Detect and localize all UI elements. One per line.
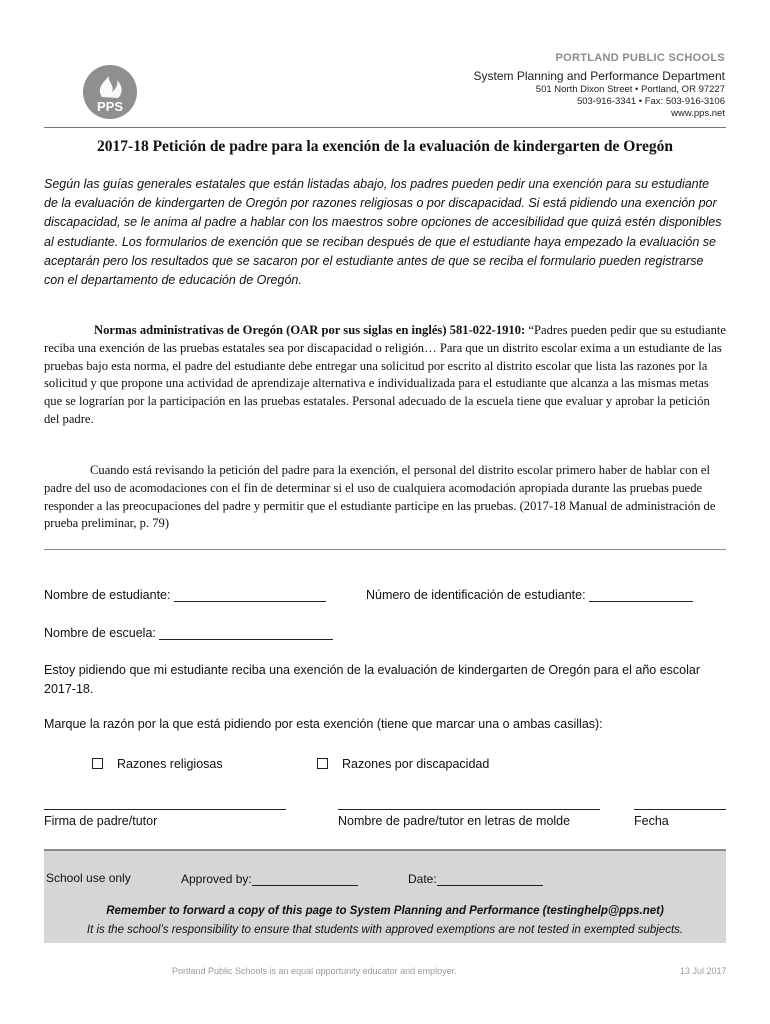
parent-printed-name-line[interactable] bbox=[338, 809, 600, 810]
equal-opportunity-footer: Portland Public Schools is an equal opportunity educator and employer. bbox=[172, 966, 457, 976]
approved-by-field[interactable] bbox=[181, 871, 358, 886]
school-use-only-label: School use only bbox=[46, 871, 131, 885]
disability-label: Razones por discapacidad bbox=[342, 757, 490, 771]
review-paragraph: Cuando está revisando la petición del padre para la exención, el personal del distrito escolar primero haber de hablar con el padre del uso de acomodaciones con el fin de determinar si el uso de cualquiera acomodación apropiada durante las pruebas puede responder a las preocupaciones del padre y permitir que el estudiante participe en las pruebas. (2017-18 Manual de administración de prueba preliminar, p. 79) bbox=[44, 463, 716, 531]
parent-signature-line[interactable] bbox=[44, 809, 286, 810]
date-line[interactable] bbox=[634, 809, 726, 810]
page-title: 2017-18 Petición de padre para la exención de la evaluación de kindergarten de Oregón bbox=[97, 138, 673, 155]
parent-signature-label: Firma de padre/tutor bbox=[44, 814, 158, 828]
student-id-line[interactable] bbox=[589, 587, 693, 602]
school-name-line[interactable] bbox=[159, 625, 333, 640]
approval-date-line[interactable] bbox=[437, 871, 543, 886]
approval-date-label: Date: bbox=[408, 872, 437, 886]
religious-checkbox[interactable] bbox=[92, 758, 103, 769]
org-name: PORTLAND PUBLIC SCHOOLS bbox=[555, 52, 725, 64]
student-id-field[interactable] bbox=[366, 587, 693, 602]
oar-body: “Padres pueden pedir que su estudiante reciba una exención de las pruebas estatales sea por discapacidad o religión… Para que un distrito escolar exima a un estudiante de las pruebas bajo esta norma, el padre del estudiante debe entregar una solicitud por escrito al distrito escolar que lista las razones por la solicitud y que propone una actividad de aprendizaje alternativa e individualizada para el estudiante que alcanza a las mismas metas que se lograrían por la participación en las pruebas estatales. Personal adecuado de la escuela tiene que evaluar y aprobar la petición del padre. bbox=[44, 323, 726, 426]
approval-date-field[interactable] bbox=[408, 871, 543, 886]
approved-by-label: Approved by: bbox=[181, 872, 252, 886]
section-divider bbox=[44, 549, 726, 550]
student-name-line[interactable] bbox=[174, 587, 326, 602]
pps-logo bbox=[82, 64, 138, 120]
reason-instruction: Marque la razón por la que está pidiendo por esta exención (tiene que marcar una o ambas casillas): bbox=[44, 717, 603, 731]
address: 501 North Dixon Street • Portland, OR 97227 bbox=[535, 84, 725, 95]
request-statement: Estoy pidiendo que mi estudiante reciba una exención de la evaluación de kindergarten de Oregón para el año escolar 2017-18. bbox=[44, 663, 700, 696]
student-name-label: Nombre de estudiante: bbox=[44, 588, 171, 602]
school-name-field[interactable] bbox=[44, 625, 333, 640]
footer-date: 13 Jul 2017 bbox=[680, 966, 727, 976]
parent-printed-name-label: Nombre de padre/tutor en letras de molde bbox=[338, 814, 571, 828]
school-responsibility-note: It is the school’s responsibility to ensure that students with approved exemptions are not tested in exempted subjects. bbox=[86, 924, 684, 936]
date-label: Fecha bbox=[634, 814, 669, 828]
header-divider bbox=[44, 127, 726, 128]
student-id-label: Número de identificación de estudiante: bbox=[366, 588, 586, 602]
website: www.pps.net bbox=[671, 108, 725, 119]
school-name-label: Nombre de escuela: bbox=[44, 626, 156, 640]
religious-checkbox-row[interactable] bbox=[92, 757, 223, 771]
approved-by-line[interactable] bbox=[252, 871, 358, 886]
oar-paragraph bbox=[44, 322, 726, 429]
religious-label: Razones religiosas bbox=[117, 757, 223, 771]
disability-checkbox[interactable] bbox=[317, 758, 328, 769]
forward-reminder: Remember to forward a copy of this page to System Planning and Performance (testinghelp@pps.net) bbox=[106, 905, 664, 917]
department-name: System Planning and Performance Department bbox=[473, 69, 725, 83]
disability-checkbox-row[interactable] bbox=[317, 757, 489, 771]
oar-heading: Normas administrativas de Oregón (OAR por sus siglas en inglés) 581-022-1910: bbox=[94, 323, 526, 337]
student-name-field[interactable] bbox=[44, 587, 326, 602]
phone-fax: 503-916-3341 • Fax: 503-916-3106 bbox=[576, 96, 725, 107]
svg-text:PPS: PPS bbox=[96, 99, 124, 114]
intro-paragraph: Según las guías generales estatales que están listadas abajo, los padres pueden pedir una exención para su estudiante de la evaluación de kindergarten de Oregón por razones religiosas o por discapacidad. Si está pidiendo una exención por discapacidad, se le anima al padre a hablar con los maestros sobre opciones de accesibilidad que quizá estén disponibles al estudiante. Los formularios de exención que se reciban después de que el estudiante haya empezado la evaluación se aceptarán pero los resultados que se sacaron por el estudiante antes de que se reciba el formulario pueden registrarse con el departamento de educación de Oregón. bbox=[44, 177, 722, 288]
